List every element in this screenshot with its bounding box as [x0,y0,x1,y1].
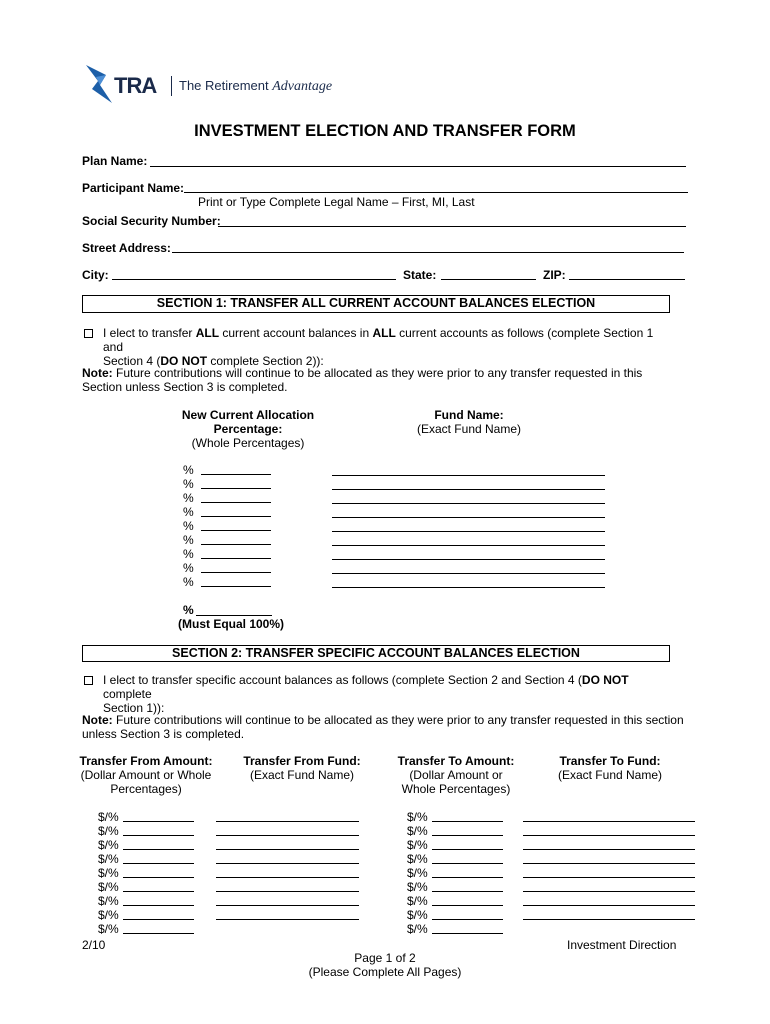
s1-col2-line2: (Exact Fund Name) [416,422,522,436]
amount-symbol: $/% [407,908,428,922]
amount-symbol: $/% [98,922,119,936]
section2-note [82,713,692,741]
from-amount-field[interactable] [123,933,194,934]
amount-symbol: $/% [98,880,119,894]
to-fund-field[interactable] [523,905,695,906]
s2-col4-title: Transfer To Fund: [559,754,661,768]
footer-page: Page 1 of 2 [354,951,416,965]
amount-symbol: $/% [407,922,428,936]
participant-name-field[interactable] [184,192,688,193]
s1-total-field[interactable] [196,615,272,616]
to-amount-field[interactable] [432,835,503,836]
percent-symbol: % [183,547,194,561]
percent-symbol: % [183,505,194,519]
participant-name-hint: Print or Type Complete Legal Name – First, MI, Last [198,195,475,209]
section2-election-text [103,673,673,715]
percent-field[interactable] [201,586,271,587]
amount-symbol: $/% [407,852,428,866]
footer-version: 2/10 [82,938,106,952]
s2-election-t3: Section 1)): [103,701,165,715]
to-fund-field[interactable] [523,891,695,892]
percent-field[interactable] [201,516,271,517]
from-amount-field[interactable] [123,821,194,822]
street-address-label: Street Address: [82,241,171,255]
amount-symbol: $/% [407,810,428,824]
s1-election-b2: ALL [372,326,396,340]
s2-col3-sub1: (Dollar Amount or [409,768,503,782]
from-amount-field[interactable] [123,919,194,920]
plan-name-label: Plan Name: [82,154,148,168]
ssn-field[interactable] [218,226,686,227]
amount-symbol: $/% [98,866,119,880]
from-fund-field[interactable] [216,835,359,836]
city-field[interactable] [112,279,396,280]
s1-election-t1: I elect to transfer [103,326,196,340]
percent-symbol: % [183,463,194,477]
percent-field[interactable] [201,558,271,559]
s2-col4-sub1: (Exact Fund Name) [557,768,663,782]
from-fund-field[interactable] [216,849,359,850]
percent-field[interactable] [201,544,271,545]
s1-col1-line1: New Current Allocation [181,408,315,422]
s1-election-t3: current accounts as follows (complete Section 1 and [103,326,654,354]
s2-election-t1: I elect to transfer specific account balances as follows (complete Section 2 and Section 4 ( [103,673,582,687]
fund-name-field[interactable] [332,573,605,574]
to-amount-field[interactable] [432,933,503,934]
street-address-field[interactable] [172,252,684,253]
fund-name-field[interactable] [332,475,605,476]
from-amount-field[interactable] [123,849,194,850]
from-amount-field[interactable] [123,877,194,878]
state-field[interactable] [441,279,536,280]
s2-col2-title: Transfer From Fund: [243,754,361,768]
section1-election-text [103,326,673,368]
logo-tagline-italic: Advantage [272,79,333,94]
participant-name-label: Participant Name: [82,181,185,195]
s2-col3-sub2: Whole Percentages) [401,782,511,796]
s1-election-t2: current account balances in [219,326,373,340]
section1-heading: SECTION 1: TRANSFER ALL CURRENT ACCOUNT BALANCES ELECTION [82,295,670,313]
logo-brand: TRA [114,73,157,98]
logo [84,63,344,105]
to-amount-field[interactable] [432,919,503,920]
section1-note [82,366,682,394]
percent-symbol: % [183,491,194,505]
amount-symbol: $/% [407,866,428,880]
s1-col2-line1: Fund Name: [434,408,504,422]
fund-name-field[interactable] [332,503,605,504]
amount-symbol: $/% [98,824,119,838]
percent-symbol: % [183,533,194,547]
s1-total-label: (Must Equal 100%) [178,617,285,631]
s1-col1-line3: (Whole Percentages) [191,436,305,450]
s2-col1-sub1: (Dollar Amount or Whole [80,768,212,782]
s2-col1-header [76,754,216,796]
to-amount-field[interactable] [432,905,503,906]
amount-symbol: $/% [98,838,119,852]
from-fund-field[interactable] [216,877,359,878]
from-fund-field[interactable] [216,821,359,822]
to-fund-field[interactable] [523,919,695,920]
s2-note-label: Note: [82,713,113,727]
s2-col3-header [386,754,526,796]
fund-name-field[interactable] [332,559,605,560]
percent-symbol: % [183,561,194,575]
fund-name-field[interactable] [332,489,605,490]
percent-symbol: % [183,575,194,589]
section2-checkbox[interactable] [84,676,93,685]
form-title: INVESTMENT ELECTION AND TRANSFER FORM [194,122,576,140]
s2-col4-header [540,754,680,782]
s2-col3-title: Transfer To Amount: [397,754,515,768]
s1-col1-line2: Percentage: [213,422,283,436]
logo-tagline [179,78,332,95]
s1-election-t5: complete Section 2)): [207,354,324,368]
percent-field[interactable] [201,572,271,573]
amount-symbol: $/% [407,894,428,908]
zip-label: ZIP: [543,268,566,282]
to-amount-field[interactable] [432,849,503,850]
percent-symbol: % [183,477,194,491]
fund-name-field[interactable] [332,587,605,588]
from-fund-field[interactable] [216,863,359,864]
s2-col2-sub1: (Exact Fund Name) [249,768,355,782]
to-amount-field[interactable] [432,821,503,822]
section1-checkbox[interactable] [84,329,93,338]
s1-election-b3: DO NOT [160,354,208,368]
s1-note-text: Future contributions will continue to be allocated as they were prior to any transfer requested in this Section unless Section 3 is completed. [82,366,643,394]
footer-instruction: (Please Complete All Pages) [308,965,462,979]
s1-col2-header [384,408,554,436]
to-fund-field[interactable] [523,863,695,864]
s2-election-t2: complete [103,687,152,701]
from-fund-field[interactable] [216,919,359,920]
section2-heading: SECTION 2: TRANSFER SPECIFIC ACCOUNT BALANCES ELECTION [82,645,670,662]
logo-divider [171,76,172,96]
s1-total-symbol: % [183,603,194,617]
amount-symbol: $/% [407,838,428,852]
to-amount-field[interactable] [432,863,503,864]
city-label: City: [82,268,109,282]
zip-field[interactable] [569,279,685,280]
to-amount-field[interactable] [432,891,503,892]
s2-election-b1: DO NOT [581,673,629,687]
from-fund-field[interactable] [216,891,359,892]
ssn-label: Social Security Number: [82,214,221,228]
percent-field[interactable] [201,502,271,503]
logo-tagline-regular: The Retirement [179,78,273,93]
amount-symbol: $/% [98,908,119,922]
s2-col1-title: Transfer From Amount: [79,754,213,768]
amount-symbol: $/% [98,852,119,866]
amount-symbol: $/% [407,880,428,894]
amount-symbol: $/% [98,894,119,908]
s1-election-t4: Section 4 ( [103,354,161,368]
to-fund-field[interactable] [523,877,695,878]
from-amount-field[interactable] [123,891,194,892]
percent-symbol: % [183,519,194,533]
fund-name-field[interactable] [332,545,605,546]
from-amount-field[interactable] [123,863,194,864]
percent-field[interactable] [201,530,271,531]
from-amount-field[interactable] [123,905,194,906]
s1-note-label: Note: [82,366,113,380]
from-amount-field[interactable] [123,835,194,836]
state-label: State: [403,268,437,282]
to-fund-field[interactable] [523,821,695,822]
to-fund-field[interactable] [523,849,695,850]
plan-name-field[interactable] [150,166,686,167]
fund-name-field[interactable] [332,517,605,518]
amount-symbol: $/% [407,824,428,838]
to-amount-field[interactable] [432,877,503,878]
fund-name-field[interactable] [332,531,605,532]
from-fund-field[interactable] [216,905,359,906]
footer-doc-name: Investment Direction [567,938,677,952]
s2-note-text: Future contributions will continue to be allocated as they were prior to any transfer requested in this section unless Section 3 is completed. [82,713,684,741]
amount-symbol: $/% [98,810,119,824]
to-fund-field[interactable] [523,835,695,836]
s1-col1-header [170,408,326,450]
percent-field[interactable] [201,474,271,475]
s1-election-b1: ALL [195,326,220,340]
s2-col2-header [230,754,374,782]
s2-col1-sub2: Percentages) [110,782,182,796]
percent-field[interactable] [201,488,271,489]
